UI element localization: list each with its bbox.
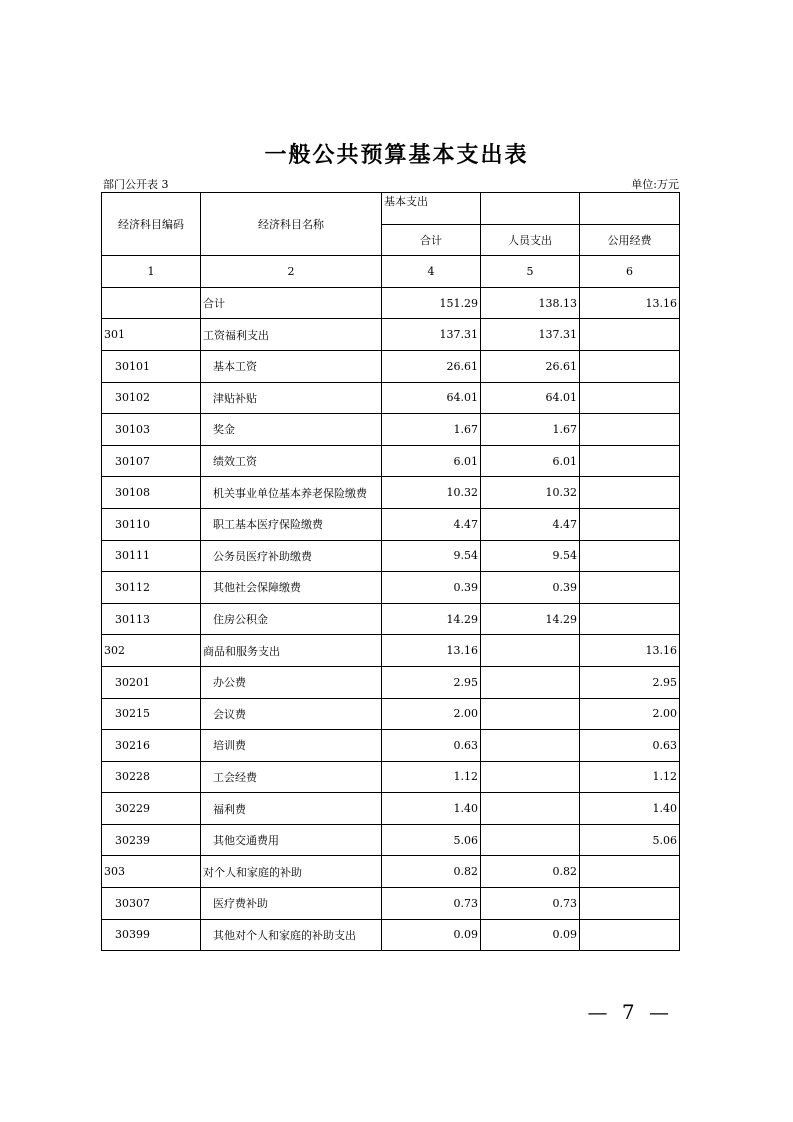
row-public	[580, 888, 680, 920]
row-personnel: 0.82	[481, 856, 580, 888]
header-public: 公用经费	[580, 224, 680, 256]
row-name: 职工基本医疗保险缴费	[201, 508, 382, 540]
row-public: 5.06	[580, 824, 680, 856]
row-public	[580, 445, 680, 477]
row-name: 住房公积金	[201, 603, 382, 635]
row-public: 2.00	[580, 698, 680, 730]
row-name: 奖金	[201, 414, 382, 446]
header-row-1	[102, 193, 680, 225]
row-public: 13.16	[580, 635, 680, 667]
row-personnel: 138.13	[481, 287, 580, 319]
row-code: 30307	[102, 888, 201, 920]
table-row	[102, 572, 680, 604]
row-code: 30239	[102, 824, 201, 856]
table-row	[102, 856, 680, 888]
row-code: 303	[102, 856, 201, 888]
row-code: 30101	[102, 350, 201, 382]
row-code: 30107	[102, 445, 201, 477]
table-row	[102, 824, 680, 856]
table-row	[102, 382, 680, 414]
row-personnel: 1.67	[481, 414, 580, 446]
table-row	[102, 888, 680, 920]
budget-table	[101, 192, 680, 951]
row-code: 30102	[102, 382, 201, 414]
table-number: 部门公开表 3	[103, 178, 169, 191]
row-total: 14.29	[382, 603, 481, 635]
row-personnel	[481, 730, 580, 762]
table-row	[102, 319, 680, 351]
page-number: — 7 —	[587, 1000, 673, 1024]
row-personnel: 0.73	[481, 888, 580, 920]
row-name: 其他交通费用	[201, 824, 382, 856]
row-total: 5.06	[382, 824, 481, 856]
index-personnel: 5	[481, 256, 580, 288]
index-row	[102, 256, 680, 288]
row-code: 30110	[102, 508, 201, 540]
index-name: 2	[201, 256, 382, 288]
table-row	[102, 445, 680, 477]
row-name: 商品和服务支出	[201, 635, 382, 667]
row-name: 办公费	[201, 666, 382, 698]
row-code: 30108	[102, 477, 201, 509]
row-total: 151.29	[382, 287, 481, 319]
row-code: 30216	[102, 730, 201, 762]
row-total: 9.54	[382, 540, 481, 572]
row-name: 合计	[201, 287, 382, 319]
row-public	[580, 540, 680, 572]
row-name: 对个人和家庭的补助	[201, 856, 382, 888]
row-total: 2.00	[382, 698, 481, 730]
row-code: 301	[102, 319, 201, 351]
row-total: 0.39	[382, 572, 481, 604]
row-name: 福利费	[201, 793, 382, 825]
row-name: 津贴补贴	[201, 382, 382, 414]
row-total: 2.95	[382, 666, 481, 698]
row-public	[580, 508, 680, 540]
row-personnel	[481, 824, 580, 856]
row-personnel: 14.29	[481, 603, 580, 635]
row-total: 0.73	[382, 888, 481, 920]
row-total: 1.40	[382, 793, 481, 825]
row-total: 6.01	[382, 445, 481, 477]
table-row	[102, 761, 680, 793]
row-code: 30229	[102, 793, 201, 825]
table-row	[102, 477, 680, 509]
page-title: 一般公共预算基本支出表	[264, 142, 529, 168]
row-name: 工会经费	[201, 761, 382, 793]
row-total: 10.32	[382, 477, 481, 509]
row-public: 1.40	[580, 793, 680, 825]
row-public	[580, 350, 680, 382]
row-personnel: 0.39	[481, 572, 580, 604]
table-row	[102, 508, 680, 540]
row-name: 绩效工资	[201, 445, 382, 477]
row-personnel	[481, 761, 580, 793]
table-row	[102, 540, 680, 572]
row-total: 1.67	[382, 414, 481, 446]
row-code: 30228	[102, 761, 201, 793]
row-personnel: 10.32	[481, 477, 580, 509]
row-public	[580, 319, 680, 351]
row-personnel: 6.01	[481, 445, 580, 477]
table-row	[102, 350, 680, 382]
header-empty-1	[481, 193, 580, 225]
row-total: 64.01	[382, 382, 481, 414]
row-name: 其他对个人和家庭的补助支出	[201, 919, 382, 951]
table-row	[102, 919, 680, 951]
row-code: 30399	[102, 919, 201, 951]
row-total: 26.61	[382, 350, 481, 382]
row-public	[580, 856, 680, 888]
row-public	[580, 382, 680, 414]
row-total: 0.82	[382, 856, 481, 888]
header-name: 经济科目名称	[201, 193, 382, 256]
row-public: 13.16	[580, 287, 680, 319]
header-personnel: 人员支出	[481, 224, 580, 256]
row-personnel	[481, 793, 580, 825]
row-code: 302	[102, 635, 201, 667]
row-public	[580, 603, 680, 635]
table-row	[102, 635, 680, 667]
row-total: 13.16	[382, 635, 481, 667]
row-personnel: 64.01	[481, 382, 580, 414]
row-public	[580, 414, 680, 446]
table-row	[102, 793, 680, 825]
row-total: 1.12	[382, 761, 481, 793]
row-personnel: 137.31	[481, 319, 580, 351]
row-personnel: 0.09	[481, 919, 580, 951]
table-row	[102, 603, 680, 635]
header-total: 合计	[382, 224, 481, 256]
row-code: 30111	[102, 540, 201, 572]
row-name: 医疗费补助	[201, 888, 382, 920]
header-code: 经济科目编码	[102, 193, 201, 256]
row-code: 30215	[102, 698, 201, 730]
index-code: 1	[102, 256, 201, 288]
table-row	[102, 698, 680, 730]
table-row	[102, 730, 680, 762]
row-public	[580, 477, 680, 509]
row-public	[580, 572, 680, 604]
row-total: 0.09	[382, 919, 481, 951]
header-basic: 基本支出	[382, 193, 481, 225]
index-public: 6	[580, 256, 680, 288]
row-total: 0.63	[382, 730, 481, 762]
row-code: 30113	[102, 603, 201, 635]
row-public	[580, 919, 680, 951]
table-row	[102, 414, 680, 446]
row-total: 4.47	[382, 508, 481, 540]
row-name: 会议费	[201, 698, 382, 730]
row-personnel: 9.54	[481, 540, 580, 572]
row-personnel: 26.61	[481, 350, 580, 382]
row-code: 30103	[102, 414, 201, 446]
row-code: 30201	[102, 666, 201, 698]
row-code: 30112	[102, 572, 201, 604]
row-code	[102, 287, 201, 319]
index-total: 4	[382, 256, 481, 288]
row-name: 公务员医疗补助缴费	[201, 540, 382, 572]
table-row	[102, 287, 680, 319]
row-personnel: 4.47	[481, 508, 580, 540]
row-personnel	[481, 698, 580, 730]
row-name: 基本工资	[201, 350, 382, 382]
table-row	[102, 666, 680, 698]
row-total: 137.31	[382, 319, 481, 351]
header-empty-2	[580, 193, 680, 225]
row-public: 0.63	[580, 730, 680, 762]
row-public: 1.12	[580, 761, 680, 793]
row-name: 培训费	[201, 730, 382, 762]
row-personnel	[481, 635, 580, 667]
row-public: 2.95	[580, 666, 680, 698]
row-name: 机关事业单位基本养老保险缴费	[201, 477, 382, 509]
row-name: 其他社会保障缴费	[201, 572, 382, 604]
row-name: 工资福利支出	[201, 319, 382, 351]
unit-label: 单位:万元	[631, 178, 679, 191]
row-personnel	[481, 666, 580, 698]
